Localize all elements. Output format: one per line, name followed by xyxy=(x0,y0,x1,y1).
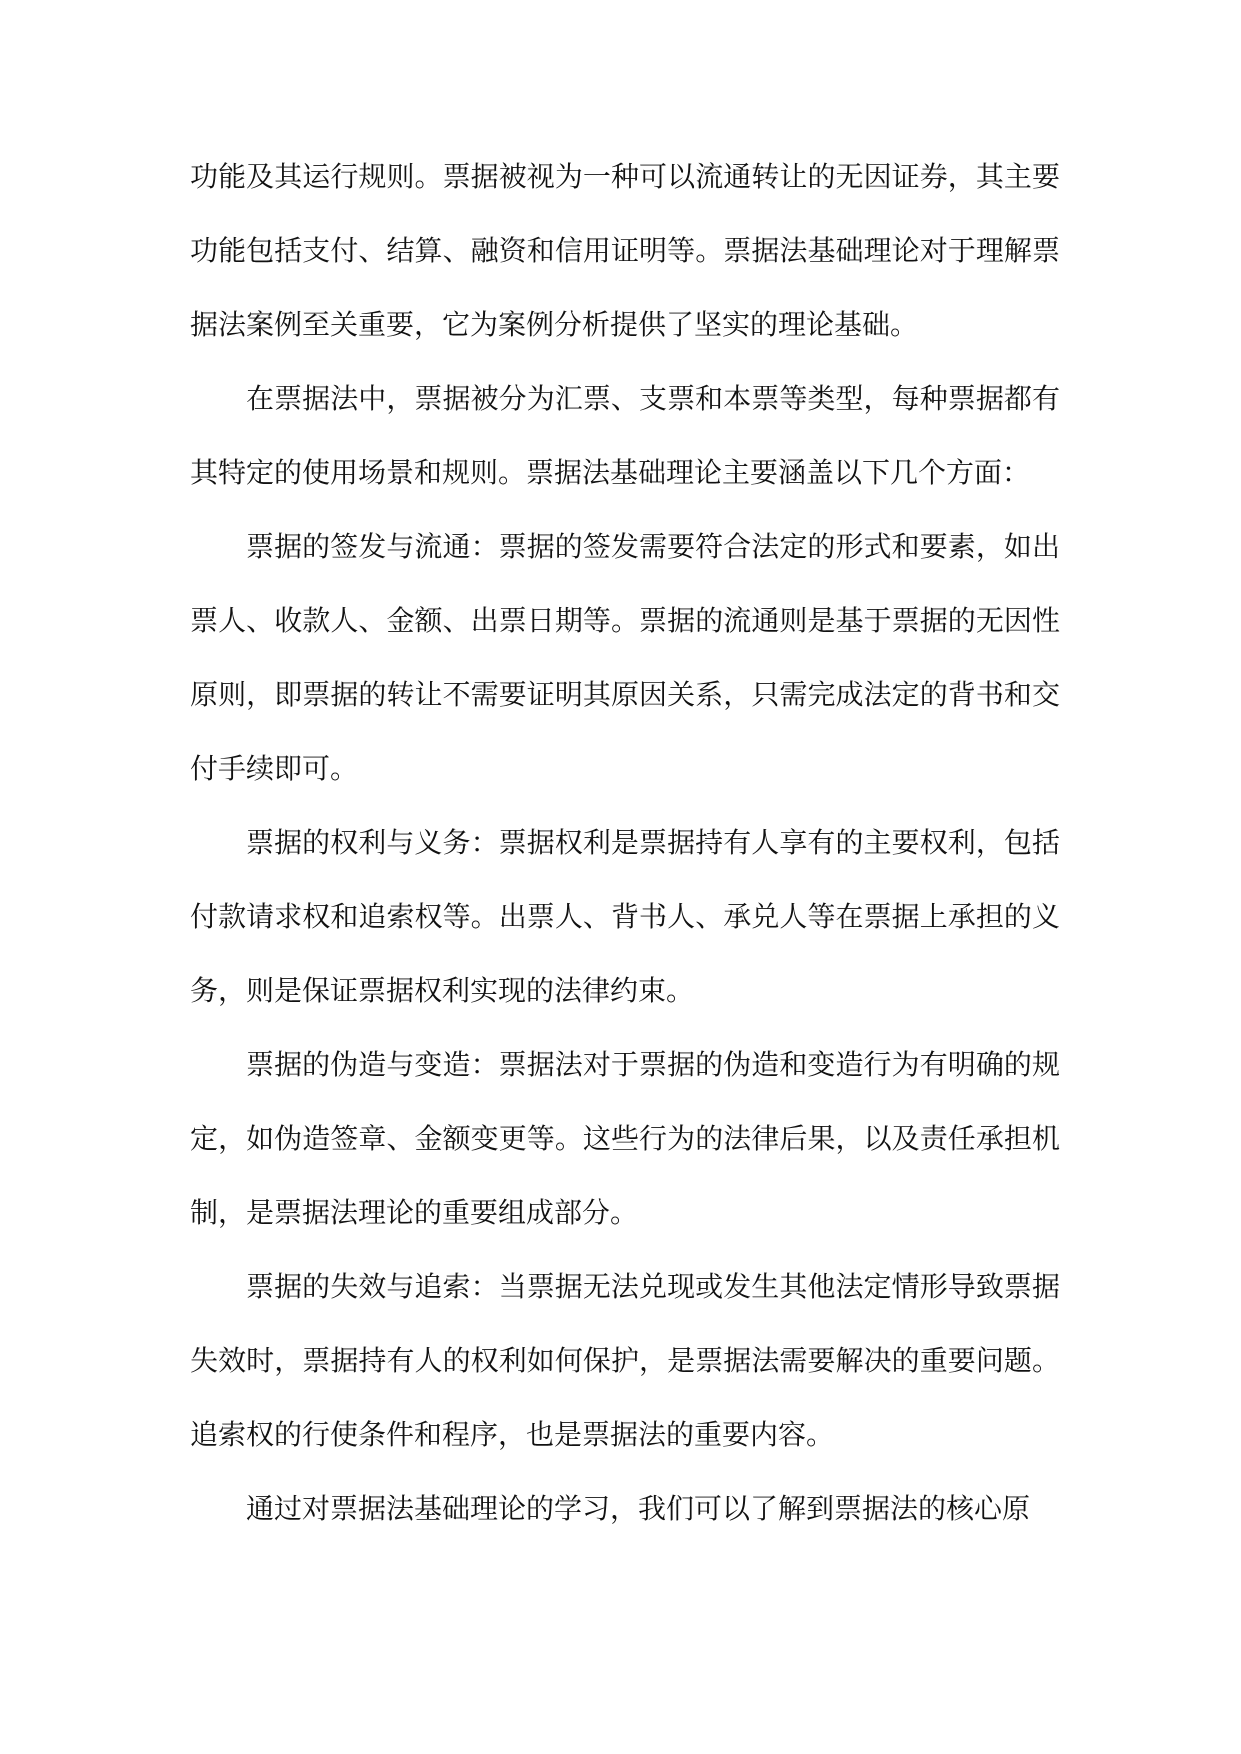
paragraph-3: 票据的签发与流通：票据的签发需要符合法定的形式和要素，如出票人、收款人、金额、出票日期等。票据的流通则是基于票据的无因性原则，即票据的转让不需要证明其原因关系，只需完成法定的背书和交付手续即可。 xyxy=(190,530,1060,785)
paragraph-5: 票据的伪造与变造：票据法对于票据的伪造和变造行为有明确的规定，如伪造签章、金额变更等。这些行为的法律后果，以及责任承担机制，是票据法理论的重要组成部分。 xyxy=(190,1048,1060,1229)
paragraph-6: 票据的失效与追索：当票据无法兑现或发生其他法定情形导致票据失效时，票据持有人的权利如何保护，是票据法需要解决的重要问题。追索权的行使条件和程序，也是票据法的重要内容。 xyxy=(190,1270,1060,1451)
paragraph-4: 票据的权利与义务：票据权利是票据持有人享有的主要权利，包括付款请求权和追索权等。出票人、背书人、承兑人等在票据上承担的义务，则是保证票据权利实现的法律约束。 xyxy=(190,826,1060,1007)
paragraph-2: 在票据法中，票据被分为汇票、支票和本票等类型，每种票据都有其特定的使用场景和规则。票据法基础理论主要涵盖以下几个方面： xyxy=(190,382,1060,489)
paragraph-1: 功能及其运行规则。票据被视为一种可以流通转让的无因证券，其主要功能包括支付、结算、融资和信用证明等。票据法基础理论对于理解票据法案例至关重要，它为案例分析提供了坚实的理论基础。 xyxy=(190,160,1060,341)
document-body xyxy=(190,140,1060,1546)
paragraph-7: 通过对票据法基础理论的学习，我们可以了解到票据法的核心原 xyxy=(246,1492,1031,1525)
